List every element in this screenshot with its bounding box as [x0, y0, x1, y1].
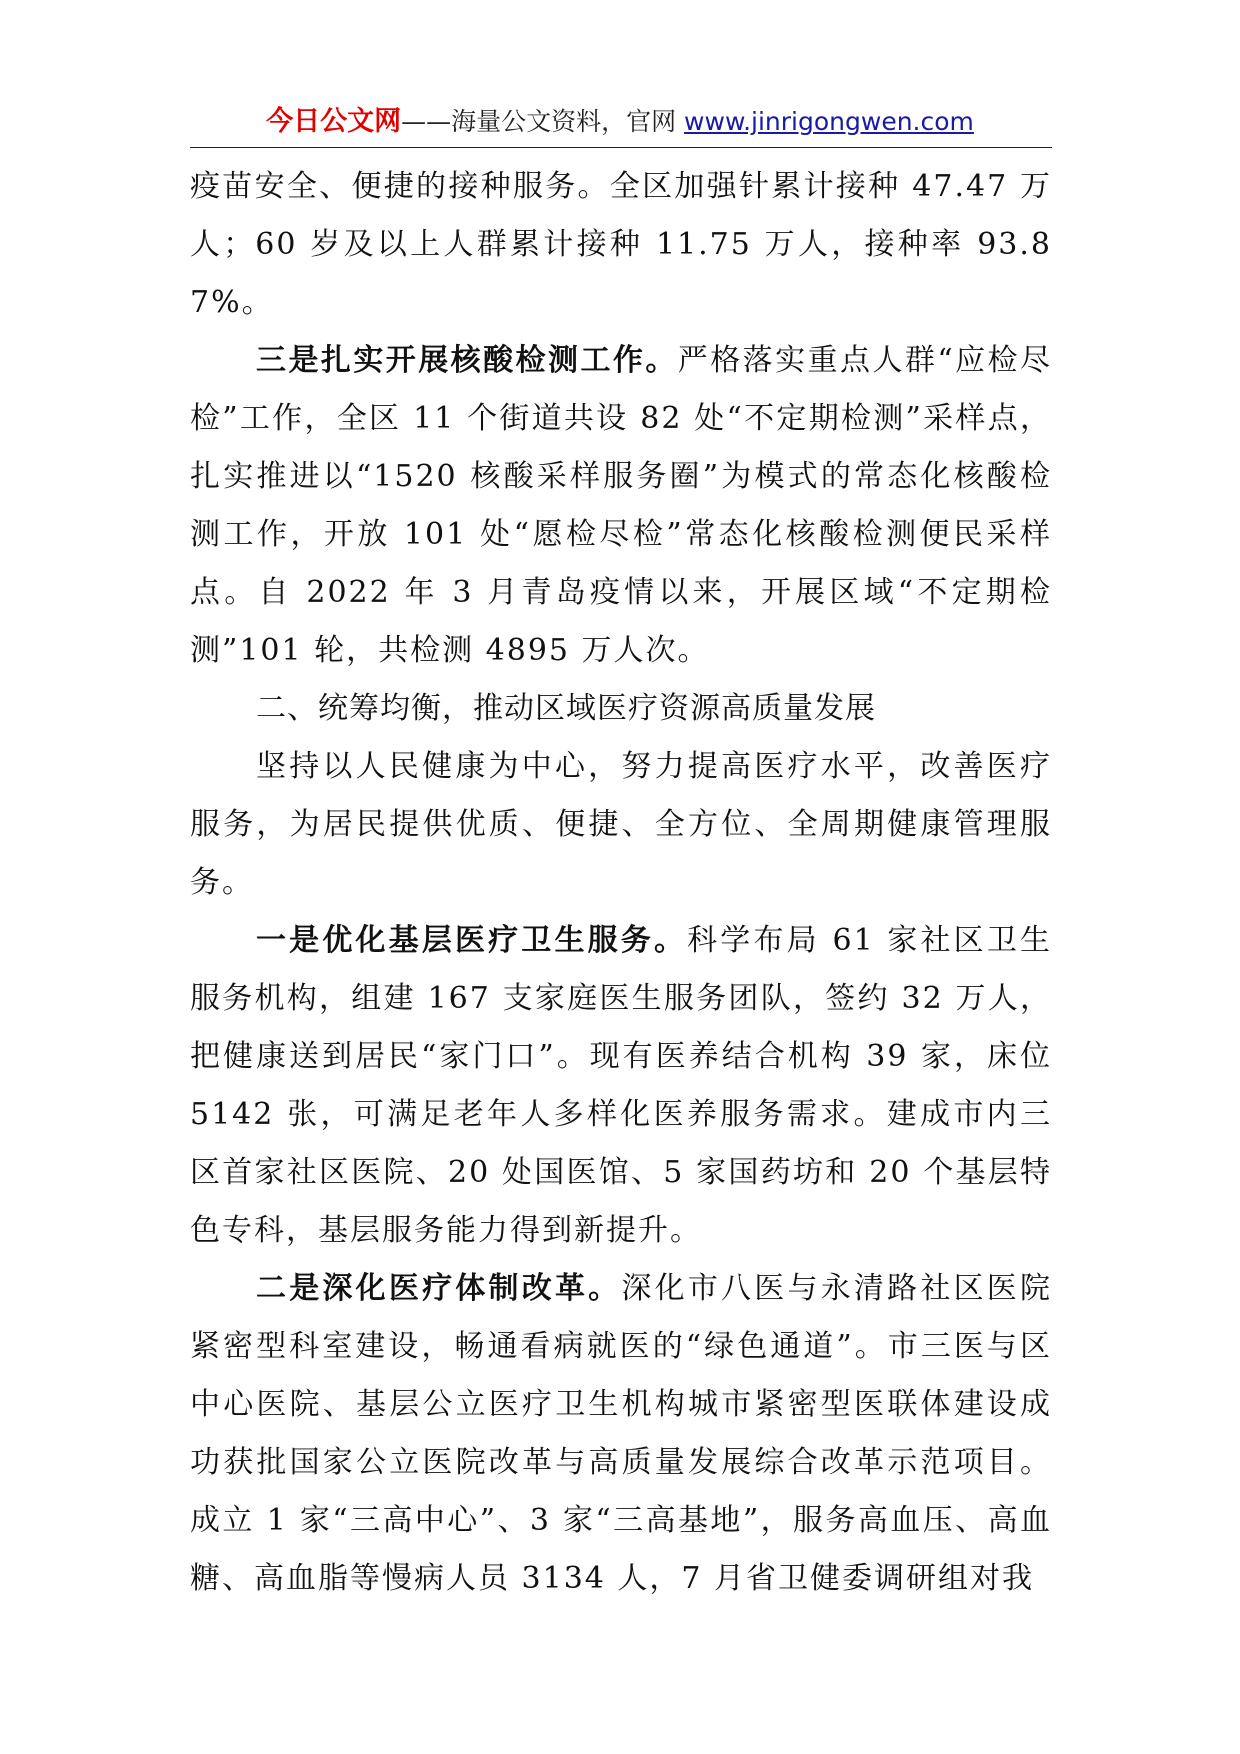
- paragraph-text-medical-reform: 深化市八医与永清路社区医院紧密型科室建设，畅通看病就医的“绿色通道”。市三医与区中心医院、基层公立医疗卫生机构城市紧密型医联体建设成功获批国家公立医院改革与高质量发展综合改革示范项目。成立 1 家“三高中心”、3 家“三高基地”，服务高血压、高血糖、高血脂等慢病人员 3134 人，7 月省卫健委调研组对我: [190, 1271, 1053, 1596]
- paragraph-medical-reform: [190, 1260, 1052, 1608]
- paragraph-health-intro: 坚持以人民健康为中心，努力提高医疗水平，改善医疗服务，为居民提供优质、便捷、全方位、全周期健康管理服务。: [190, 749, 1052, 900]
- header-tagline: ——海量公文资料，官网: [401, 107, 685, 136]
- brand-name: 今日公文网: [266, 106, 402, 137]
- paragraph-lead-grassroots-services: 一是优化基层医疗卫生服务。: [256, 923, 688, 958]
- header-divider: [190, 147, 1052, 148]
- paragraph-text-nucleic-testing: 严格落实重点人群“应检尽检”工作，全区 11 个街道共设 82 处“不定期检测”采样点，扎实推进以“1520 核酸采样服务圈”为模式的常态化核酸检测工作，开放 101 处“愿检尽检”常态化核酸检测便民采样点。自 2022 年 3 月青岛疫情以来，开展区域“不定期检测”101 轮，共检测 4895 万人次。: [190, 343, 1053, 668]
- paragraph-grassroots-services: [190, 912, 1052, 1260]
- paragraph-text-grassroots-services: 科学布局 61 家社区卫生服务机构，组建 167 支家庭医生服务团队，签约 32 万人，把健康送到居民“家门口”。现有医养结合机构 39 家，床位 5142 张，可满足老年人多样化医养服务需求。建成市内三区首家社区医院、20 处国医馆、5 家国药坊和 20 个基层特色专科，基层服务能力得到新提升。: [190, 923, 1053, 1248]
- document-body: [190, 158, 1052, 1608]
- paragraph-lead-medical-reform: 二是深化医疗体制改革。: [256, 1271, 622, 1306]
- paragraph-vaccination-summary: 疫苗安全、便捷的接种服务。全区加强针累计接种 47.47 万人；60 岁及以上人群累计接种 11.75 万人，接种率 93.87%。: [190, 169, 1052, 320]
- website-link[interactable]: www.jinrigongwen.com: [684, 107, 974, 136]
- section-heading: 二、统筹均衡，推动区域医疗资源高质量发展: [256, 691, 876, 726]
- page-header: [0, 104, 1240, 140]
- paragraph-lead-nucleic-testing: 三是扎实开展核酸检测工作。: [256, 343, 678, 378]
- paragraph-nucleic-testing: [190, 332, 1052, 680]
